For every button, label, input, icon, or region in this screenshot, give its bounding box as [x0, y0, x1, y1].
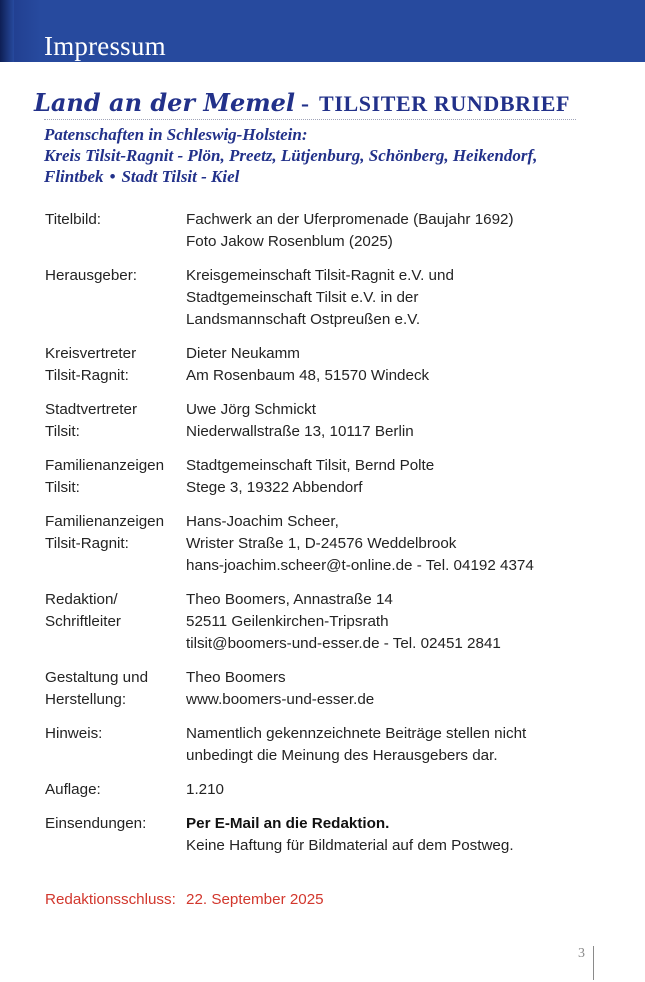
- bullet-separator: •: [109, 167, 116, 186]
- row-value: 52511 Geilenkirchen-Tripsrath: [186, 613, 389, 630]
- patronage-line-1: Patenschaften in Schleswig-Holstein:: [44, 125, 308, 144]
- row-label: Herausgeber:: [45, 267, 138, 284]
- row-value: unbedingt die Meinung des Herausgebers dar.: [186, 747, 498, 764]
- patronage-tilsit-kiel: Stadt Tilsit - Kiel: [121, 167, 240, 186]
- publication-title: [34, 88, 570, 118]
- row-value-emphasis: Per E-Mail an die Redaktion.: [186, 815, 390, 832]
- row-label: Familienanzeigen: [45, 457, 165, 474]
- patronage-line-3: [44, 166, 604, 187]
- patronage-block: [44, 124, 604, 187]
- row-value: Stadtgemeinschaft Tilsit e.V. in der: [186, 289, 419, 306]
- publication-title-dash: -: [301, 91, 310, 117]
- publication-script-title: Land an der Memel: [34, 88, 296, 117]
- row-value: Am Rosenbaum 48, 51570 Windeck: [186, 367, 430, 384]
- row-value: Foto Jakow Rosenblum (2025): [186, 233, 393, 250]
- row-label: Auflage:: [45, 781, 101, 798]
- row-label: Familienanzeigen: [45, 513, 165, 530]
- row-label: Schriftleiter: [45, 613, 121, 630]
- row-value: Dieter Neukamm: [186, 345, 300, 362]
- row-label: Stadtvertreter: [45, 401, 138, 418]
- row-value: 1.210: [186, 781, 225, 798]
- row-label: Hinweis:: [45, 725, 103, 742]
- row-value: Theo Boomers, Annastraße 14: [186, 591, 393, 608]
- row-value: Uwe Jörg Schmickt: [186, 401, 316, 418]
- row-label: Herstellung:: [45, 691, 127, 708]
- deadline-label: Redaktionsschluss:: [45, 891, 176, 908]
- email-link[interactable]: hans-joachim.scheer@t-online.de - Tel. 04192 4374: [186, 557, 534, 574]
- row-label: Tilsit:: [45, 423, 80, 440]
- row-value: Namentlich gekennzeichnete Beiträge stellen nicht: [186, 725, 527, 742]
- patronage-line-2: Kreis Tilsit-Ragnit - Plön, Preetz, Lütjenburg, Schönberg, Heikendorf,: [44, 146, 538, 165]
- patronage-flintbek: Flintbek: [44, 167, 104, 186]
- deadline-row: [45, 889, 324, 911]
- row-label: Redaktion/: [45, 591, 118, 608]
- row-label: Tilsit-Ragnit:: [45, 367, 129, 384]
- header-edge-shadow: [0, 0, 14, 62]
- row-value: Stege 3, 19322 Abbendorf: [186, 479, 363, 496]
- row-label: Tilsit:: [45, 479, 80, 496]
- website-link[interactable]: www.boomers-und-esser.de: [186, 691, 375, 708]
- row-label: Einsendungen:: [45, 815, 147, 832]
- page-number-rule: [593, 946, 594, 980]
- page-number: 3: [578, 946, 585, 961]
- row-label: Gestaltung und: [45, 669, 149, 686]
- publication-caps-title: TILSITER RUNDBRIEF: [319, 91, 571, 116]
- row-value: Keine Haftung für Bildmaterial auf dem Postweg.: [186, 837, 514, 854]
- deadline-value: 22. September 2025: [186, 891, 324, 908]
- row-label: Titelbild:: [45, 211, 101, 228]
- email-link[interactable]: tilsit@boomers-und-esser.de - Tel. 02451 2841: [186, 635, 501, 652]
- row-value: Stadtgemeinschaft Tilsit, Bernd Polte: [186, 457, 435, 474]
- row-value: Kreisgemeinschaft Tilsit-Ragnit e.V. und: [186, 267, 454, 284]
- row-value: Hans-Joachim Scheer,: [186, 513, 339, 530]
- row-value: Landsmannschaft Ostpreußen e.V.: [186, 311, 421, 328]
- row-label: Kreisvertreter: [45, 345, 137, 362]
- row-value: Niederwallstraße 13, 10117 Berlin: [186, 423, 414, 440]
- divider: [44, 119, 576, 120]
- page-title: Impressum: [44, 31, 166, 61]
- row-value: Theo Boomers: [186, 669, 286, 686]
- row-label: Tilsit-Ragnit:: [45, 535, 129, 552]
- row-value: Fachwerk an der Uferpromenade (Baujahr 1692): [186, 211, 514, 228]
- row-value: Wrister Straße 1, D-24576 Weddelbrook: [186, 535, 457, 552]
